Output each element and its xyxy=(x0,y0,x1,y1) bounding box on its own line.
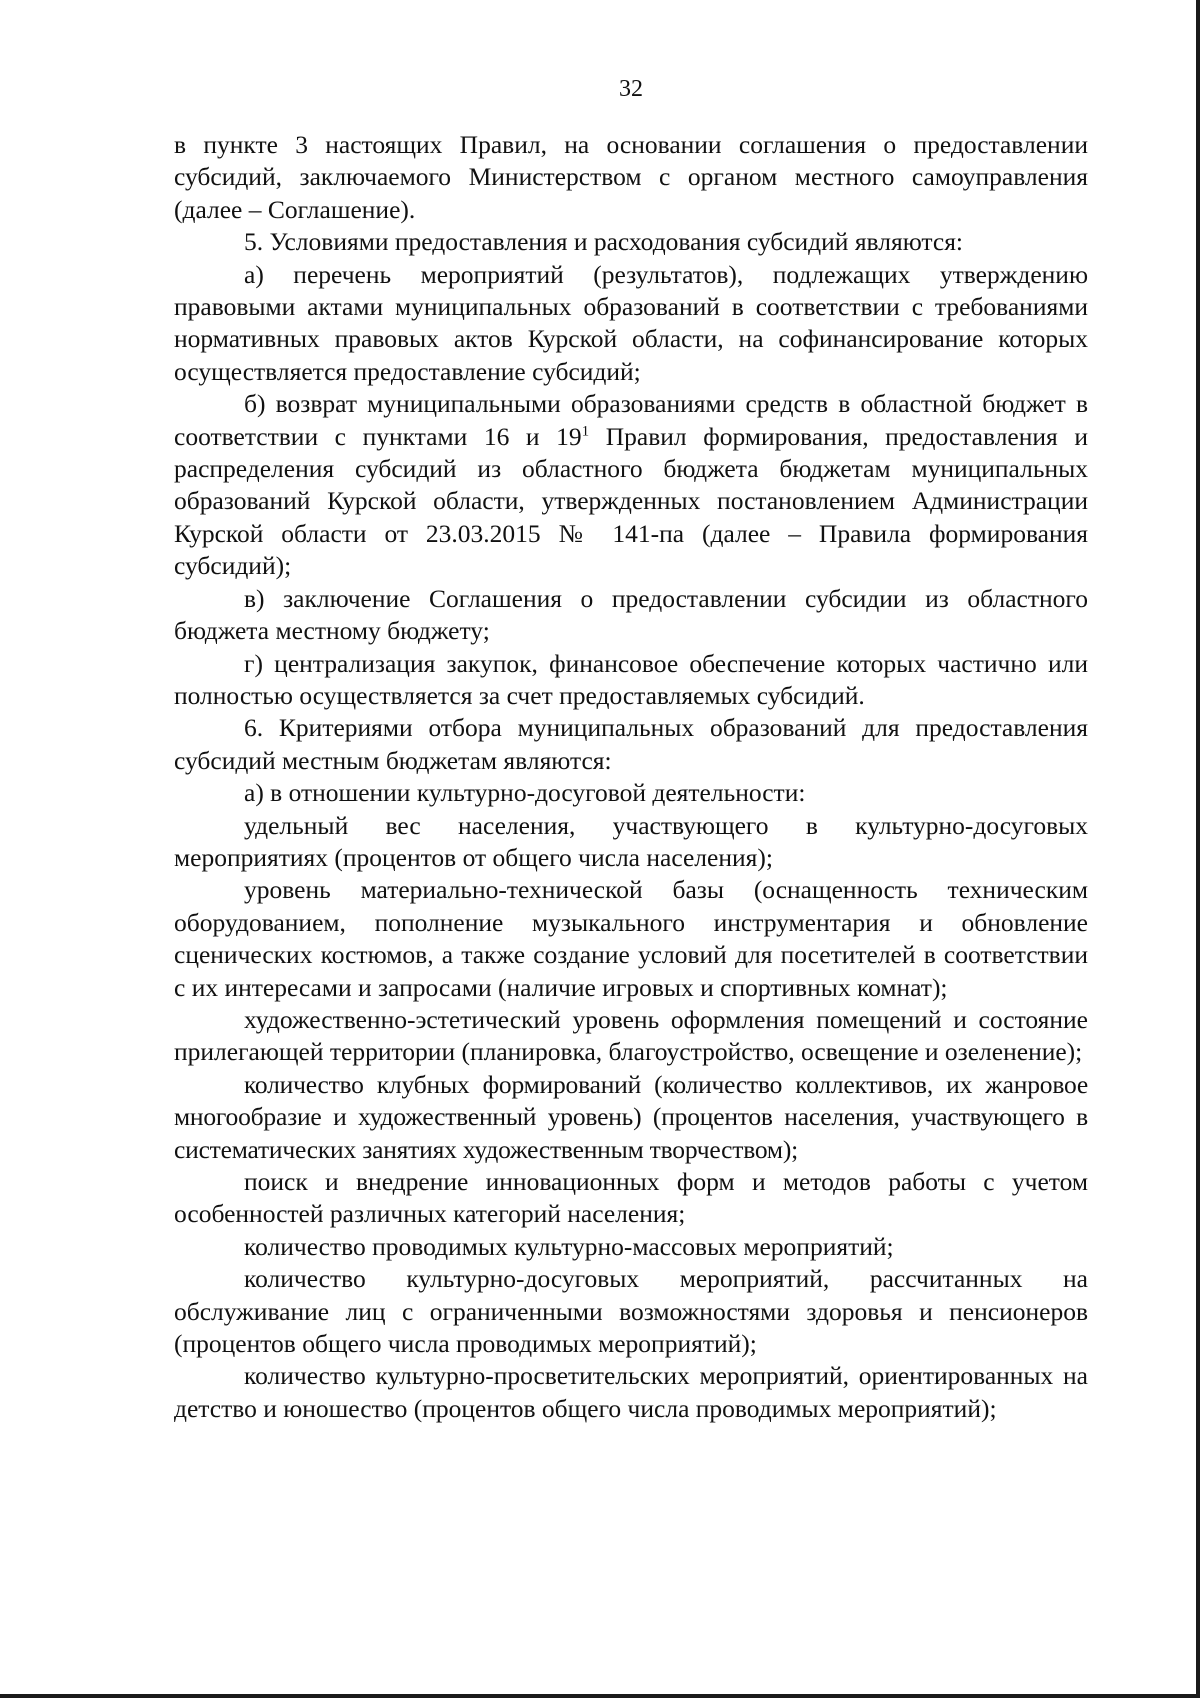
page-number: 32 xyxy=(619,76,643,102)
paragraph-criterion-innovations: поиск и внедрение инновационных форм и методов работы с учетом особенностей различных категорий населения; xyxy=(174,1167,1088,1229)
scan-edge-bottom xyxy=(0,1694,1200,1698)
paragraph-criterion-youth-events: количество культурно-просветительских мероприятий, ориентированных на детство и юношество (процентов общего числа проводимых мероприятий); xyxy=(174,1361,1088,1423)
paragraph-item-6: 6. Критериями отбора муниципальных образований для предоставления субсидий местным бюджетам являются: xyxy=(174,713,1088,775)
paragraph-item-5b xyxy=(174,388,1088,582)
paragraph-criterion-mass-events: количество проводимых культурно-массовых мероприятий; xyxy=(244,1231,894,1261)
paragraph-criterion-club-formations: количество клубных формирований (количество коллективов, их жанровое многообразие и художественный уровень) (процентов населения, участвующего в систематических занятиях художественным творчеством); xyxy=(174,1069,1088,1164)
paragraph-item-5g: г) централизация закупок, финансовое обеспечение которых частично или полностью осуществляется за счет предоставляемых субсидий. xyxy=(174,648,1088,710)
paragraph-item-5b-part1: б) возврат муниципальными образованиями средств в областной бюджет в соответствии с пунктами 16 и 19 xyxy=(174,389,1088,451)
paragraph-criterion-aesthetics: художественно-эстетический уровень оформления помещений и состояние прилегающей территории (планировка, благоустройство, освещение и озеленение); xyxy=(174,1004,1088,1067)
paragraph-item-5a: а) перечень мероприятий (результатов), подлежащих утверждению правовыми актами муниципальных образований в соответствии с требованиями нормативных правовых актов Курской области, на софинансирование которых осуществляется предоставление субсидий; xyxy=(174,259,1088,386)
paragraph-item-6a: а) в отношении культурно-досуговой деятельности: xyxy=(244,778,806,808)
paragraph-criterion-participation: удельный вес населения, участвующего в культурно-досуговых мероприятиях (процентов от общего числа населения); xyxy=(174,810,1088,872)
paragraph-item-5v: в) заключение Соглашения о предоставлении субсидии из областного бюджета местному бюджету; xyxy=(174,583,1088,646)
footnote-superscript: 1 xyxy=(581,423,590,440)
paragraph-criterion-material-base: уровень материально-технической базы (оснащенность техническим оборудованием, пополнение музыкального инструментария и обновление сценических костюмов, а также создание условий для посетителей в соответствии с их интересами и запросами (наличие игровых и спортивных комнат); xyxy=(174,875,1088,1002)
scan-edge-right xyxy=(1196,0,1200,1698)
paragraph-item-5b-part2: Правил формирования, предоставления и распределения субсидий из областного бюджета бюджетам муниципальных образований Курской области, утвержденных постановлением Администрации Курской области от 23.03.2015 № 141-па (далее – Правила формирования субсидий); xyxy=(174,421,1088,581)
paragraph-intro: в пункте 3 настоящих Правил, на основании соглашения о предоставлении субсидий, заключаемого Министерством с органом местного самоуправления (далее – Соглашение). xyxy=(174,130,1088,224)
paragraph-item-5: 5. Условиями предоставления и расходования субсидий являются: xyxy=(244,227,964,257)
document-body xyxy=(174,129,1088,1425)
paragraph-criterion-disabled-events: количество культурно-досуговых мероприятий, рассчитанных на обслуживание лиц с ограниченными возможностями здоровья и пенсионеров (процентов общего числа проводимых мероприятий); xyxy=(174,1264,1088,1359)
